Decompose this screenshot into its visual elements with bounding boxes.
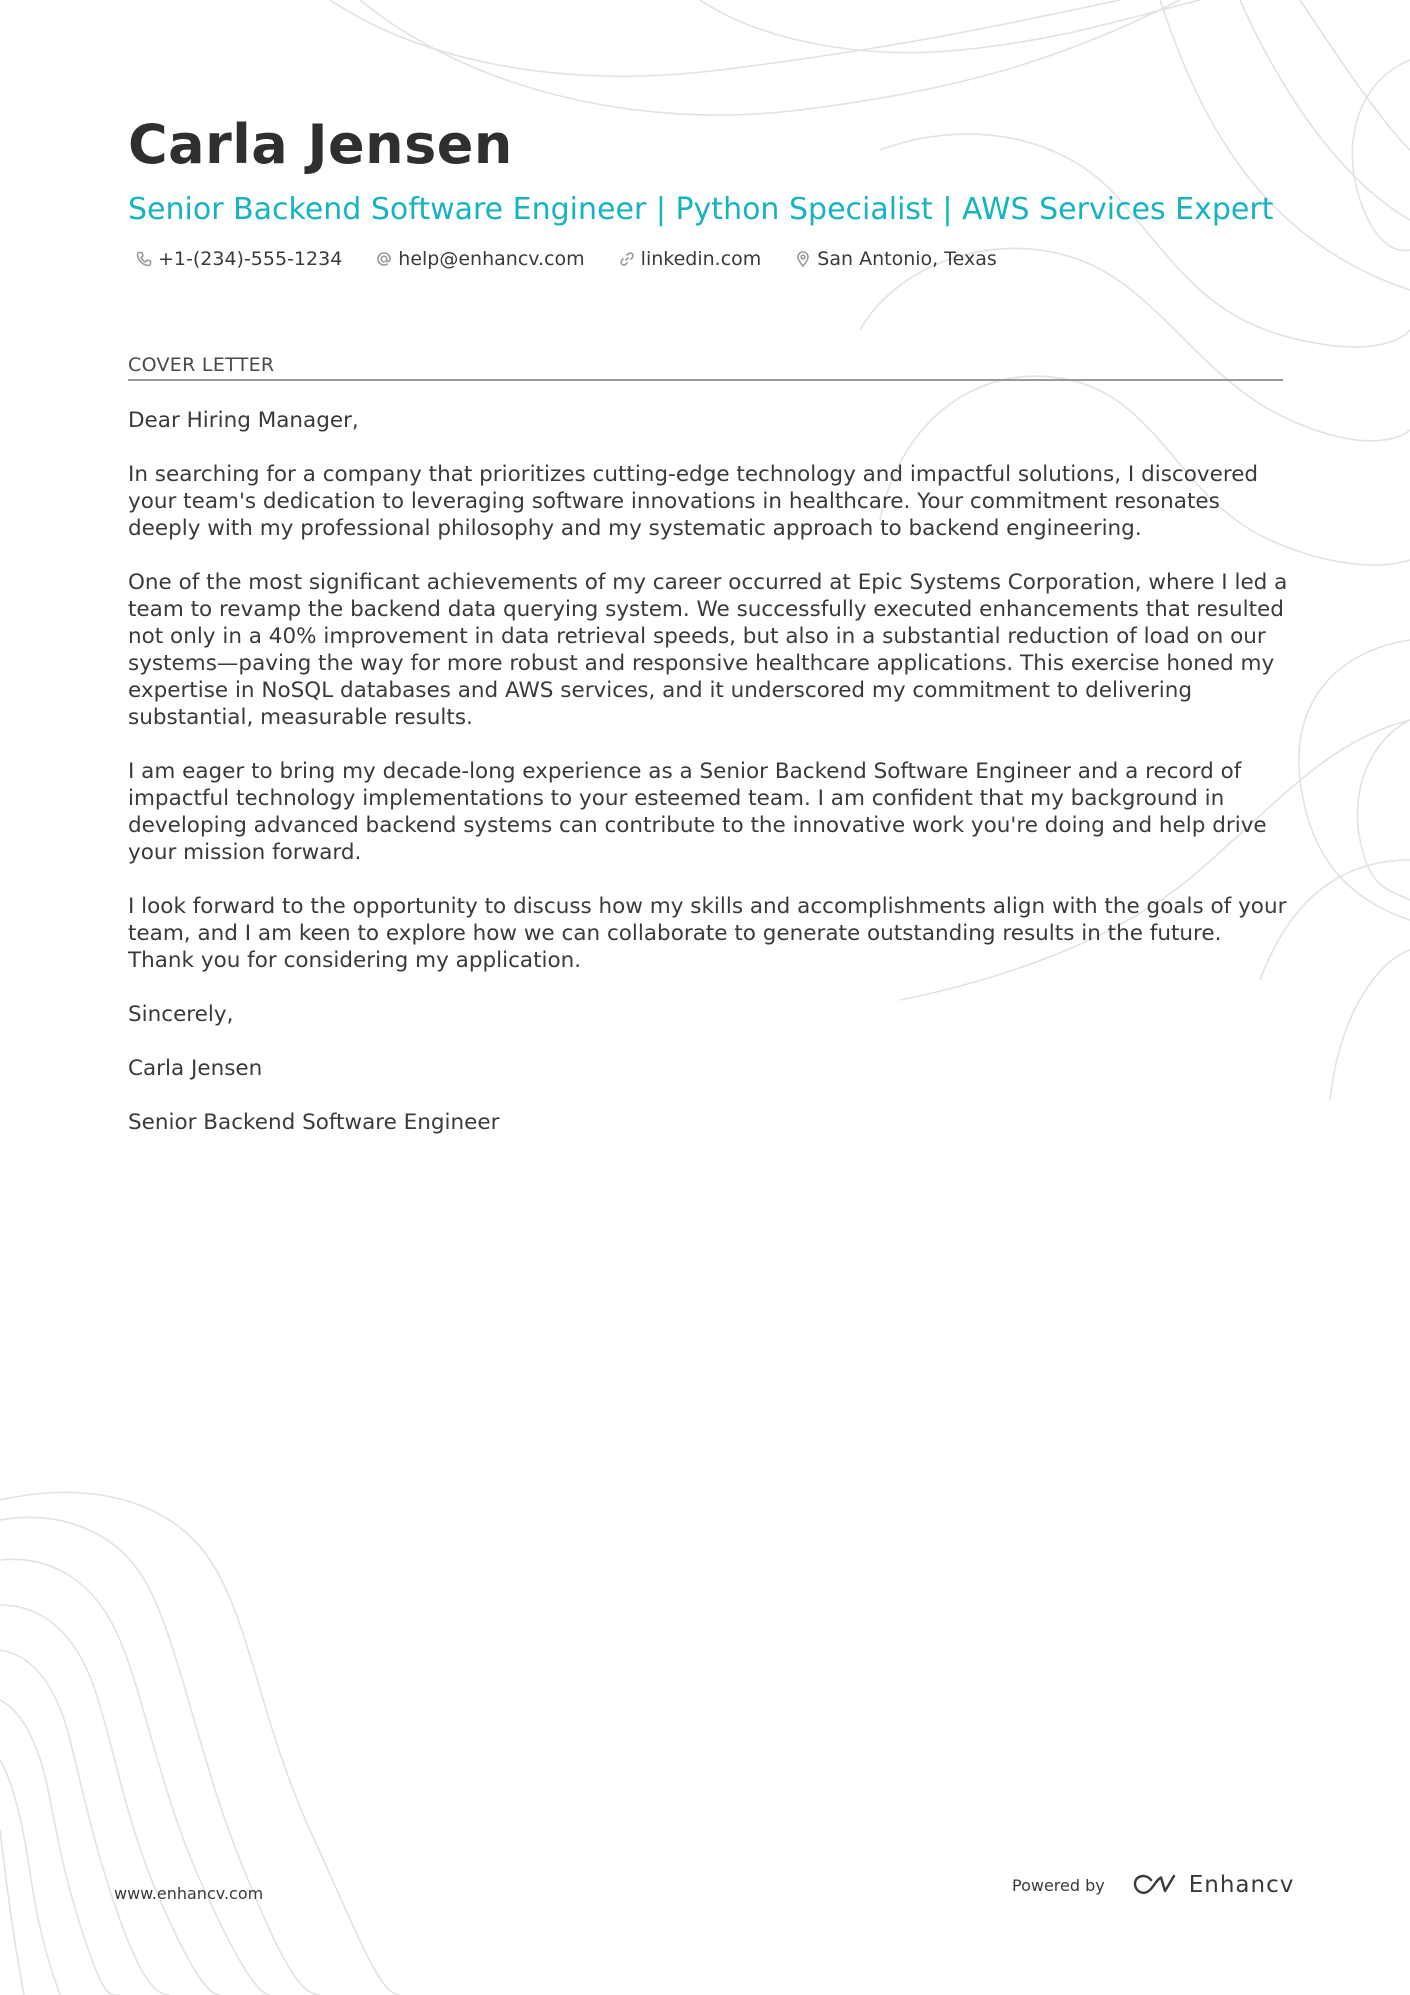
candidate-name: Carla Jensen	[128, 113, 513, 176]
contact-location-text: San Antonio, Texas	[817, 248, 997, 270]
contact-email-text: help@enhancv.com	[398, 248, 585, 270]
contact-linkedin[interactable]	[611, 248, 762, 270]
location-pin-icon	[795, 251, 811, 267]
document-page	[128, 108, 1288, 1163]
phone-icon	[136, 251, 152, 267]
contact-email[interactable]	[368, 248, 584, 270]
enhancv-logo-text: Enhancv	[1188, 1872, 1295, 1898]
letter-paragraph-2: One of the most significant achievements of my career occurred at Epic Systems Corporation, where I led a team to revamp the backend data querying system. We successfully executed enhancements that resulted not only in a 40% improvement in data retrieval speeds, but also in a substantial reduction of load on our systems—paving the way for more robust and responsive healthcare applications. This exercise honed my expertise in NoSQL databases and AWS services, and it underscored my commitment to delivering substantial, measurable results.	[128, 570, 1288, 730]
at-icon	[376, 251, 392, 267]
contact-linkedin-text: linkedin.com	[640, 248, 762, 270]
contact-location	[787, 248, 996, 270]
contact-phone[interactable]	[128, 248, 342, 270]
cover-letter-body	[128, 407, 1288, 1136]
footer-website-link[interactable]: www.enhancv.com	[114, 1884, 264, 1903]
contact-phone-text: +1-(234)-555-1234	[158, 248, 343, 270]
enhancv-logo-icon	[1131, 1872, 1177, 1898]
letter-closing: Sincerely,	[128, 1002, 234, 1027]
section-title-cover-letter: COVER LETTER	[128, 354, 1283, 381]
link-icon	[619, 251, 635, 267]
powered-by-label: Powered by	[1012, 1875, 1105, 1895]
letter-signature-title: Senior Backend Software Engineer	[128, 1110, 500, 1135]
letter-paragraph-1: In searching for a company that prioritizes cutting-edge technology and impactful solutions, I discovered your team's dedication to leveraging software innovations in healthcare. Your commitment resonates deeply with my professional philosophy and my systematic approach to backend engineering.	[128, 462, 1259, 541]
candidate-headline: Senior Backend Software Engineer | Python Specialist | AWS Services Expert	[128, 192, 1274, 227]
contact-info-row	[128, 248, 1283, 270]
letter-paragraph-3: I am eager to bring my decade-long experience as a Senior Backend Software Engineer and a record of impactful technology implementations to your esteemed team. I am confident that my background in developing advanced backend systems can contribute to the innovative work you're doing and help drive your mission forward.	[128, 759, 1267, 865]
footer-branding[interactable]	[1012, 1872, 1294, 1898]
letter-paragraph-4: I look forward to the opportunity to discuss how my skills and accomplishments align with the goals of your team, and I am keen to explore how we can collaborate to generate outstanding results in the future. Thank you for considering my application.	[128, 894, 1287, 973]
letter-signature-name: Carla Jensen	[128, 1056, 263, 1081]
letter-salutation: Dear Hiring Manager,	[128, 408, 359, 433]
